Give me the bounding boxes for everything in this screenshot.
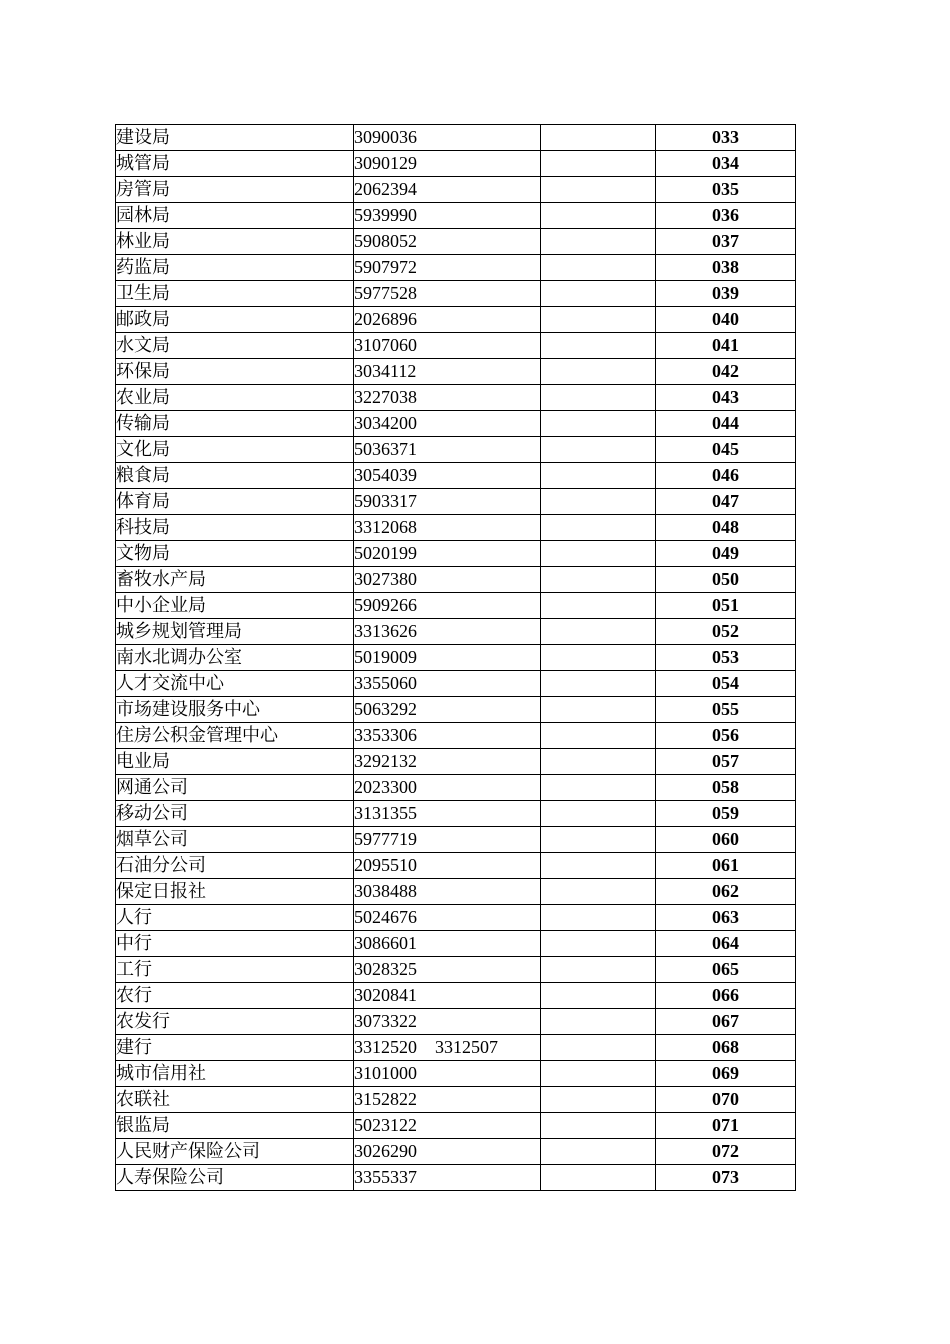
empty-cell (541, 879, 656, 905)
table-row (116, 489, 796, 515)
unit-name-cell: 传输局 (116, 411, 354, 437)
code-cell: 046 (656, 463, 796, 489)
table-row (116, 801, 796, 827)
table-row (116, 333, 796, 359)
empty-cell (541, 489, 656, 515)
code-cell: 065 (656, 957, 796, 983)
table-row (116, 1061, 796, 1087)
phone-number-cell: 5939990 (354, 203, 541, 229)
unit-name-cell: 保定日报社 (116, 879, 354, 905)
empty-cell (541, 437, 656, 463)
unit-name-cell: 文化局 (116, 437, 354, 463)
phone-number-cell: 5908052 (354, 229, 541, 255)
phone-number-cell: 3313626 (354, 619, 541, 645)
code-cell: 038 (656, 255, 796, 281)
table-row (116, 827, 796, 853)
unit-name-cell: 建行 (116, 1035, 354, 1061)
phone-number-cell: 3090036 (354, 125, 541, 151)
code-cell: 073 (656, 1165, 796, 1191)
code-cell: 049 (656, 541, 796, 567)
empty-cell (541, 697, 656, 723)
unit-name-cell: 市场建设服务中心 (116, 697, 354, 723)
code-cell: 044 (656, 411, 796, 437)
empty-cell (541, 541, 656, 567)
table-row (116, 463, 796, 489)
code-cell: 053 (656, 645, 796, 671)
code-cell: 037 (656, 229, 796, 255)
unit-name-cell: 房管局 (116, 177, 354, 203)
table-row (116, 177, 796, 203)
unit-name-cell: 环保局 (116, 359, 354, 385)
table-row (116, 1035, 796, 1061)
table-row (116, 385, 796, 411)
phone-number-cell: 3107060 (354, 333, 541, 359)
empty-cell (541, 723, 656, 749)
empty-cell (541, 905, 656, 931)
phone-number-cell: 3131355 (354, 801, 541, 827)
code-cell: 036 (656, 203, 796, 229)
empty-cell (541, 359, 656, 385)
unit-name-cell: 人民财产保险公司 (116, 1139, 354, 1165)
code-cell: 052 (656, 619, 796, 645)
table-row (116, 255, 796, 281)
phone-number-cell: 5977528 (354, 281, 541, 307)
empty-cell (541, 749, 656, 775)
unit-name-cell: 农发行 (116, 1009, 354, 1035)
table-row (116, 983, 796, 1009)
unit-name-cell: 南水北调办公室 (116, 645, 354, 671)
empty-cell (541, 957, 656, 983)
empty-cell (541, 775, 656, 801)
phone-number-cell: 5977719 (354, 827, 541, 853)
unit-name-cell: 农联社 (116, 1087, 354, 1113)
phone-number-cell: 5063292 (354, 697, 541, 723)
table-row (116, 1139, 796, 1165)
unit-name-cell: 移动公司 (116, 801, 354, 827)
unit-name-cell: 城乡规划管理局 (116, 619, 354, 645)
phone-number-cell: 3086601 (354, 931, 541, 957)
phone-number-cell: 3073322 (354, 1009, 541, 1035)
code-cell: 055 (656, 697, 796, 723)
code-cell: 034 (656, 151, 796, 177)
unit-name-cell: 石油分公司 (116, 853, 354, 879)
code-cell: 051 (656, 593, 796, 619)
unit-name-cell: 农业局 (116, 385, 354, 411)
empty-cell (541, 229, 656, 255)
phone-number-cell: 2095510 (354, 853, 541, 879)
unit-name-cell: 卫生局 (116, 281, 354, 307)
unit-name-cell: 人才交流中心 (116, 671, 354, 697)
code-cell: 068 (656, 1035, 796, 1061)
code-cell: 039 (656, 281, 796, 307)
table-row (116, 1165, 796, 1191)
empty-cell (541, 1009, 656, 1035)
code-cell: 033 (656, 125, 796, 151)
empty-cell (541, 593, 656, 619)
empty-cell (541, 255, 656, 281)
phone-number-cell: 3355337 (354, 1165, 541, 1191)
table-row (116, 203, 796, 229)
code-cell: 050 (656, 567, 796, 593)
table-row (116, 1113, 796, 1139)
empty-cell (541, 567, 656, 593)
phone-number-cell: 3227038 (354, 385, 541, 411)
table-row (116, 437, 796, 463)
phone-number-cell: 3028325 (354, 957, 541, 983)
phone-number-cell: 5903317 (354, 489, 541, 515)
phone-number-cell: 3292132 (354, 749, 541, 775)
table-row (116, 281, 796, 307)
table-row (116, 775, 796, 801)
unit-name-cell: 邮政局 (116, 307, 354, 333)
unit-name-cell: 工行 (116, 957, 354, 983)
unit-name-cell: 水文局 (116, 333, 354, 359)
unit-name-cell: 农行 (116, 983, 354, 1009)
table-row (116, 957, 796, 983)
table-row (116, 931, 796, 957)
phone-number-cell: 3312068 (354, 515, 541, 541)
table-row (116, 853, 796, 879)
unit-name-cell: 文物局 (116, 541, 354, 567)
phone-number-cell: 3353306 (354, 723, 541, 749)
empty-cell (541, 671, 656, 697)
empty-cell (541, 411, 656, 437)
phone-number-cell: 3038488 (354, 879, 541, 905)
code-cell: 061 (656, 853, 796, 879)
table-row (116, 697, 796, 723)
unit-name-cell: 畜牧水产局 (116, 567, 354, 593)
unit-name-cell: 银监局 (116, 1113, 354, 1139)
table-row (116, 567, 796, 593)
unit-name-cell: 中小企业局 (116, 593, 354, 619)
code-cell: 060 (656, 827, 796, 853)
phone-number-cell: 5909266 (354, 593, 541, 619)
empty-cell (541, 827, 656, 853)
phone-number-cell: 5023122 (354, 1113, 541, 1139)
code-cell: 072 (656, 1139, 796, 1165)
empty-cell (541, 931, 656, 957)
empty-cell (541, 125, 656, 151)
code-cell: 058 (656, 775, 796, 801)
empty-cell (541, 1061, 656, 1087)
table-row (116, 411, 796, 437)
code-cell: 035 (656, 177, 796, 203)
empty-cell (541, 801, 656, 827)
empty-cell (541, 1113, 656, 1139)
phone-number-cell: 2062394 (354, 177, 541, 203)
empty-cell (541, 619, 656, 645)
empty-cell (541, 1035, 656, 1061)
table-row (116, 1087, 796, 1113)
empty-cell (541, 1087, 656, 1113)
unit-name-cell: 药监局 (116, 255, 354, 281)
unit-name-cell: 建设局 (116, 125, 354, 151)
code-cell: 064 (656, 931, 796, 957)
code-cell: 047 (656, 489, 796, 515)
code-cell: 042 (656, 359, 796, 385)
table-row (116, 905, 796, 931)
directory-table (115, 124, 796, 1191)
unit-name-cell: 城市信用社 (116, 1061, 354, 1087)
empty-cell (541, 463, 656, 489)
directory-table-body (116, 125, 796, 1191)
unit-name-cell: 城管局 (116, 151, 354, 177)
phone-number-cell: 3312520 3312507 (354, 1035, 541, 1061)
code-cell: 040 (656, 307, 796, 333)
code-cell: 070 (656, 1087, 796, 1113)
unit-name-cell: 电业局 (116, 749, 354, 775)
code-cell: 048 (656, 515, 796, 541)
table-row (116, 151, 796, 177)
unit-name-cell: 住房公积金管理中心 (116, 723, 354, 749)
empty-cell (541, 281, 656, 307)
table-row (116, 645, 796, 671)
empty-cell (541, 1165, 656, 1191)
phone-number-cell: 5907972 (354, 255, 541, 281)
empty-cell (541, 983, 656, 1009)
empty-cell (541, 177, 656, 203)
empty-cell (541, 645, 656, 671)
code-cell: 066 (656, 983, 796, 1009)
code-cell: 063 (656, 905, 796, 931)
code-cell: 041 (656, 333, 796, 359)
table-row (116, 541, 796, 567)
code-cell: 062 (656, 879, 796, 905)
phone-number-cell: 3034112 (354, 359, 541, 385)
code-cell: 067 (656, 1009, 796, 1035)
unit-name-cell: 网通公司 (116, 775, 354, 801)
empty-cell (541, 203, 656, 229)
phone-number-cell: 2026896 (354, 307, 541, 333)
table-row (116, 723, 796, 749)
code-cell: 057 (656, 749, 796, 775)
unit-name-cell: 科技局 (116, 515, 354, 541)
phone-number-cell: 3026290 (354, 1139, 541, 1165)
phone-number-cell: 5019009 (354, 645, 541, 671)
phone-number-cell: 3034200 (354, 411, 541, 437)
code-cell: 054 (656, 671, 796, 697)
table-row (116, 1009, 796, 1035)
code-cell: 071 (656, 1113, 796, 1139)
unit-name-cell: 烟草公司 (116, 827, 354, 853)
empty-cell (541, 385, 656, 411)
phone-number-cell: 5024676 (354, 905, 541, 931)
unit-name-cell: 粮食局 (116, 463, 354, 489)
unit-name-cell: 园林局 (116, 203, 354, 229)
empty-cell (541, 515, 656, 541)
phone-number-cell: 3054039 (354, 463, 541, 489)
empty-cell (541, 853, 656, 879)
code-cell: 045 (656, 437, 796, 463)
table-row (116, 515, 796, 541)
phone-number-cell: 3355060 (354, 671, 541, 697)
code-cell: 043 (656, 385, 796, 411)
empty-cell (541, 1139, 656, 1165)
code-cell: 056 (656, 723, 796, 749)
code-cell: 069 (656, 1061, 796, 1087)
table-row (116, 749, 796, 775)
table-row (116, 125, 796, 151)
table-row (116, 307, 796, 333)
phone-number-cell: 5036371 (354, 437, 541, 463)
unit-name-cell: 人行 (116, 905, 354, 931)
phone-number-cell: 2023300 (354, 775, 541, 801)
code-cell: 059 (656, 801, 796, 827)
phone-number-cell: 3152822 (354, 1087, 541, 1113)
phone-number-cell: 5020199 (354, 541, 541, 567)
empty-cell (541, 307, 656, 333)
table-row (116, 671, 796, 697)
unit-name-cell: 人寿保险公司 (116, 1165, 354, 1191)
table-row (116, 229, 796, 255)
unit-name-cell: 中行 (116, 931, 354, 957)
table-row (116, 879, 796, 905)
table-row (116, 593, 796, 619)
phone-number-cell: 3020841 (354, 983, 541, 1009)
phone-number-cell: 3090129 (354, 151, 541, 177)
unit-name-cell: 体育局 (116, 489, 354, 515)
table-row (116, 359, 796, 385)
empty-cell (541, 151, 656, 177)
empty-cell (541, 333, 656, 359)
phone-number-cell: 3027380 (354, 567, 541, 593)
unit-name-cell: 林业局 (116, 229, 354, 255)
table-row (116, 619, 796, 645)
phone-number-cell: 3101000 (354, 1061, 541, 1087)
